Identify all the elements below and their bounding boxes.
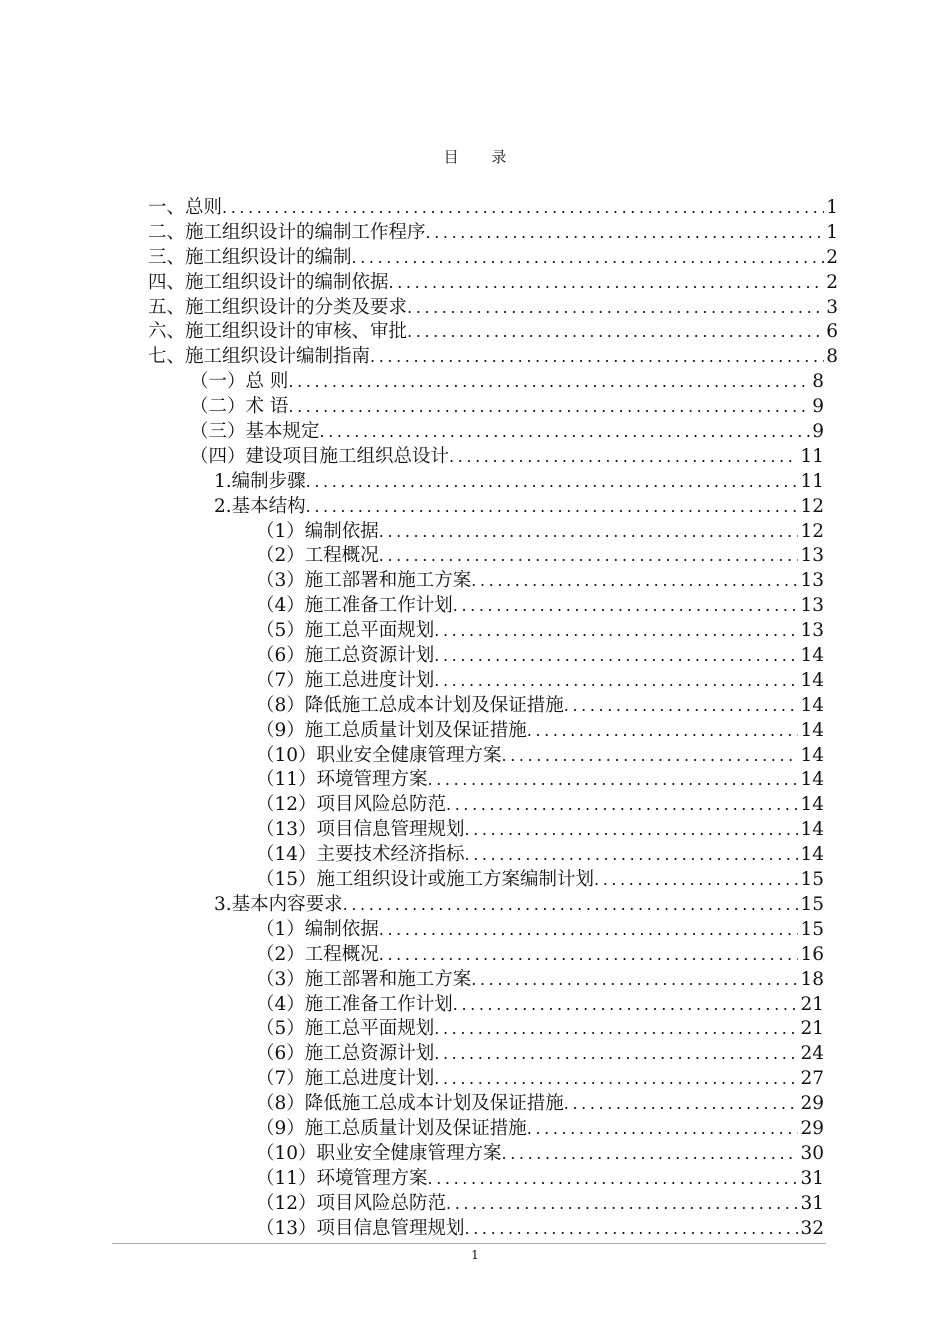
toc-entry-page: 13 <box>800 595 824 617</box>
toc-entry-page: 11 <box>800 470 824 492</box>
toc-entry-label: （11）环境管理方案 <box>256 1167 428 1189</box>
toc-entry-page: 14 <box>800 769 824 791</box>
toc-entry-page: 11 <box>800 445 824 467</box>
toc-entry[interactable] <box>148 744 824 769</box>
toc-entry-page: 16 <box>800 943 824 965</box>
toc-leader-dots <box>306 470 799 495</box>
toc-leader-dots <box>449 445 798 470</box>
toc-leader-dots <box>434 644 798 669</box>
toc-entry[interactable] <box>148 619 824 644</box>
toc-entry-label: （4）施工准备工作计划 <box>256 993 453 1015</box>
toc-entry[interactable] <box>148 768 824 793</box>
toc-leader-dots <box>465 818 799 843</box>
toc-entry[interactable] <box>148 246 838 271</box>
toc-leader-dots <box>465 843 799 868</box>
toc-entry-label: （9）施工总质量计划及保证措施 <box>256 719 527 741</box>
toc-leader-dots <box>379 520 799 545</box>
toc-entry-label: （5）施工总平面规划 <box>256 1018 435 1040</box>
toc-entry[interactable] <box>148 694 824 719</box>
toc-entry-page: 12 <box>800 520 824 542</box>
toc-leader-dots <box>352 246 825 271</box>
toc-entry-page: 13 <box>800 570 824 592</box>
toc-leader-dots <box>428 1167 799 1192</box>
toc-entry-label: （13）项目信息管理规划 <box>256 1217 465 1239</box>
toc-leader-dots <box>502 744 799 769</box>
page-title: 目 录 <box>443 148 521 166</box>
toc-leader-dots <box>564 1092 799 1117</box>
toc-entry-page: 31 <box>800 1167 824 1189</box>
toc-entry[interactable] <box>148 893 824 918</box>
toc-leader-dots <box>527 719 799 744</box>
toc-entry-label: （10）职业安全健康管理方案 <box>256 744 502 766</box>
toc-leader-dots <box>446 1192 798 1217</box>
toc-entry-label: （4）施工准备工作计划 <box>256 595 453 617</box>
toc-entry-label: （5）施工总平面规划 <box>256 620 435 642</box>
toc-entry-label: 六、施工组织设计的审核、审批 <box>148 321 408 343</box>
toc-entry-label: 七、施工组织设计编制指南 <box>148 346 371 368</box>
toc-entry-page: 30 <box>800 1142 824 1164</box>
toc-leader-dots <box>434 1067 798 1092</box>
toc-entry-label: （12）项目风险总防范 <box>256 1192 447 1214</box>
toc-leader-dots <box>407 296 824 321</box>
toc-entry-label: （13）项目信息管理规划 <box>256 819 465 841</box>
toc-entry-page: 14 <box>800 844 824 866</box>
toc-entry-label: （6）施工总资源计划 <box>256 645 435 667</box>
toc-entry-label: 2.基本结构 <box>214 495 306 517</box>
toc-entry-page: 14 <box>800 694 824 716</box>
toc-entry-label: （2）工程概况 <box>256 943 379 965</box>
toc-entry-label: （1）编制依据 <box>256 918 379 940</box>
toc-entry[interactable] <box>148 594 824 619</box>
toc-entry-page: 18 <box>800 968 824 990</box>
toc-leader-dots <box>453 594 799 619</box>
toc-leader-dots <box>370 345 824 370</box>
toc-leader-dots <box>446 793 798 818</box>
toc-entry-label: （9）施工总质量计划及保证措施 <box>256 1117 527 1139</box>
toc-entry-page: 12 <box>800 495 824 517</box>
toc-entry-page: 14 <box>800 645 824 667</box>
toc-entry-page: 14 <box>800 719 824 741</box>
toc-entry-page: 6 <box>826 321 838 343</box>
toc-entry[interactable] <box>148 370 824 395</box>
toc-entry[interactable] <box>148 1092 824 1117</box>
toc-entry-page: 29 <box>800 1093 824 1115</box>
toc-entry-page: 9 <box>812 396 824 418</box>
toc-entry-page: 8 <box>812 371 824 393</box>
toc-leader-dots <box>379 544 799 569</box>
toc-entry-page: 21 <box>800 993 824 1015</box>
toc-leader-dots <box>465 1217 799 1242</box>
toc-entry-label: （三）基本规定 <box>190 421 320 443</box>
toc-leader-dots <box>407 320 824 345</box>
toc-entry[interactable] <box>148 320 838 345</box>
toc-entry[interactable] <box>148 968 824 993</box>
toc-entry-label: （15）施工组织设计或施工方案编制计划 <box>256 869 595 891</box>
toc-entry-label: 五、施工组织设计的分类及要求 <box>148 296 408 318</box>
toc-entry[interactable] <box>148 1192 824 1217</box>
toc-entry-label: （3）施工部署和施工方案 <box>256 968 472 990</box>
toc-entry[interactable] <box>148 1167 824 1192</box>
toc-entry[interactable] <box>148 271 838 296</box>
toc-entry-page: 14 <box>800 669 824 691</box>
footer-divider <box>112 1243 826 1244</box>
toc-leader-dots <box>288 370 810 395</box>
toc-leader-dots <box>594 868 798 893</box>
toc-leader-dots <box>434 669 798 694</box>
toc-entry[interactable] <box>148 644 824 669</box>
toc-entry[interactable] <box>148 296 838 321</box>
toc-entry-label: 1.编制步骤 <box>214 470 306 492</box>
toc-entry[interactable] <box>148 544 824 569</box>
toc-entry-page: 29 <box>800 1117 824 1139</box>
toc-entry-page: 2 <box>826 271 838 293</box>
toc-leader-dots <box>306 495 799 520</box>
toc-leader-dots <box>389 271 825 296</box>
toc-leader-dots <box>527 1117 799 1142</box>
toc-entry-page: 14 <box>800 794 824 816</box>
toc-entry-page: 14 <box>800 819 824 841</box>
toc-entry-page: 8 <box>826 346 838 368</box>
table-of-contents <box>148 196 838 1241</box>
toc-entry[interactable] <box>148 818 824 843</box>
toc-entry-page: 21 <box>800 1018 824 1040</box>
toc-entry[interactable] <box>148 345 838 370</box>
toc-entry-label: （一）总 则 <box>190 371 289 393</box>
toc-leader-dots <box>434 619 798 644</box>
toc-leader-dots <box>471 569 798 594</box>
toc-entry-label: 二、施工组织设计的编制工作程序 <box>148 221 426 243</box>
toc-entry-page: 32 <box>800 1217 824 1239</box>
toc-entry-page: 14 <box>800 744 824 766</box>
toc-entry-label: （二）术 语 <box>190 396 289 418</box>
toc-leader-dots <box>564 694 799 719</box>
toc-leader-dots <box>471 968 798 993</box>
toc-leader-dots <box>379 918 799 943</box>
toc-leader-dots <box>288 395 810 420</box>
toc-entry-label: （1）编制依据 <box>256 520 379 542</box>
toc-leader-dots <box>502 1142 799 1167</box>
toc-entry[interactable] <box>148 1217 824 1242</box>
toc-entry[interactable] <box>148 221 838 246</box>
toc-entry-page: 31 <box>800 1192 824 1214</box>
toc-entry-label: （12）项目风险总防范 <box>256 794 447 816</box>
toc-leader-dots <box>453 993 799 1018</box>
toc-entry-page: 13 <box>800 620 824 642</box>
toc-entry-page: 9 <box>812 421 824 443</box>
toc-entry-label: 3.基本内容要求 <box>214 893 343 915</box>
toc-entry-page: 15 <box>800 918 824 940</box>
toc-entry[interactable] <box>148 445 824 470</box>
toc-entry[interactable] <box>148 868 824 893</box>
toc-leader-dots <box>222 196 824 221</box>
toc-entry-page: 2 <box>826 246 838 268</box>
toc-entry-page: 15 <box>800 869 824 891</box>
toc-leader-dots <box>320 420 811 445</box>
toc-entry[interactable] <box>148 719 824 744</box>
toc-entry-label: 一、总则 <box>148 197 223 218</box>
toc-entry-label: （四）建设项目施工组织总设计 <box>190 445 450 467</box>
toc-entry-label: （11）环境管理方案 <box>256 769 428 791</box>
toc-entry-label: 三、施工组织设计的编制 <box>148 246 352 268</box>
page-number: 1 <box>471 1248 479 1262</box>
toc-entry[interactable] <box>148 1042 824 1067</box>
toc-entry[interactable] <box>148 395 824 420</box>
toc-leader-dots <box>434 1017 798 1042</box>
toc-entry-label: 四、施工组织设计的编制依据 <box>148 271 389 293</box>
toc-entry[interactable] <box>148 1142 824 1167</box>
toc-entry-page: 24 <box>800 1043 824 1065</box>
toc-entry[interactable] <box>148 669 824 694</box>
toc-entry[interactable] <box>148 943 824 968</box>
toc-entry-page: 15 <box>800 893 824 915</box>
toc-entry-page: 1 <box>826 221 838 243</box>
toc-entry[interactable] <box>148 1117 824 1142</box>
toc-leader-dots <box>434 1042 798 1067</box>
toc-entry-page: 1 <box>826 197 838 218</box>
toc-entry[interactable] <box>148 843 824 868</box>
toc-entry[interactable] <box>148 793 824 818</box>
toc-leader-dots <box>428 768 799 793</box>
toc-leader-dots <box>379 943 799 968</box>
toc-leader-dots <box>426 221 825 246</box>
toc-entry[interactable] <box>148 993 824 1018</box>
toc-entry[interactable] <box>148 520 824 545</box>
toc-entry[interactable] <box>148 495 824 520</box>
toc-entry-page: 13 <box>800 545 824 567</box>
toc-entry-page: 3 <box>826 296 838 318</box>
toc-entry[interactable] <box>148 1017 824 1042</box>
toc-entry[interactable] <box>148 1067 824 1092</box>
toc-entry-label: （8）降低施工总成本计划及保证措施 <box>256 694 564 716</box>
toc-entry-page: 27 <box>800 1068 824 1090</box>
toc-entry[interactable] <box>148 196 838 221</box>
toc-entry[interactable] <box>148 470 824 495</box>
toc-entry-label: （2）工程概况 <box>256 545 379 567</box>
toc-entry-label: （10）职业安全健康管理方案 <box>256 1142 502 1164</box>
toc-leader-dots <box>343 893 799 918</box>
toc-entry-label: （7）施工总进度计划 <box>256 1068 435 1090</box>
toc-entry[interactable] <box>148 569 824 594</box>
toc-entry[interactable] <box>148 420 824 445</box>
toc-entry-label: （6）施工总资源计划 <box>256 1043 435 1065</box>
toc-entry[interactable] <box>148 918 824 943</box>
toc-entry-label: （7）施工总进度计划 <box>256 669 435 691</box>
toc-entry-label: （8）降低施工总成本计划及保证措施 <box>256 1093 564 1115</box>
toc-entry-label: （3）施工部署和施工方案 <box>256 570 472 592</box>
toc-entry-label: （14）主要技术经济指标 <box>256 844 465 866</box>
